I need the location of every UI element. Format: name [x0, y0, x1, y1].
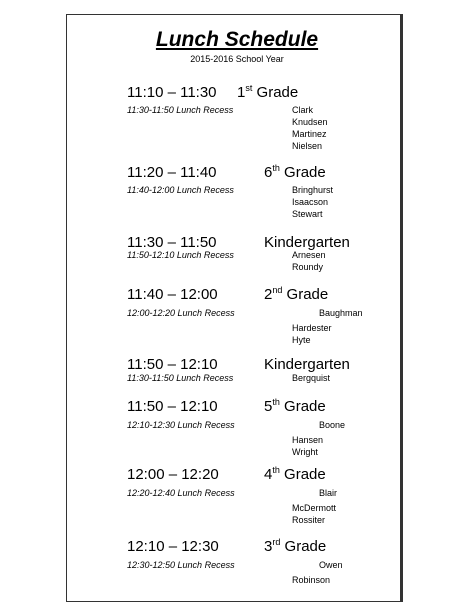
recess-time: 12:10-12:30 Lunch Recess [127, 420, 235, 430]
teacher-name: Hardester [292, 323, 332, 333]
teacher-name: Hyte [292, 335, 311, 345]
grade-word: Grade [284, 466, 326, 483]
teacher-name: Owen [319, 560, 343, 570]
teacher-list [292, 419, 345, 458]
teacher-name: Hansen [292, 435, 324, 445]
lunch-time: 11:30 – 11:50 [127, 234, 217, 251]
grade-number: 2 [264, 286, 273, 303]
lunch-time: 11:20 – 11:40 [127, 164, 217, 181]
teacher-name: Baughman [319, 308, 363, 318]
grade-ordinal-suffix: rd [272, 537, 281, 547]
grade-label [264, 164, 326, 182]
grade-word: Grade [284, 538, 327, 555]
teacher-list [292, 184, 333, 220]
grade-word: Kindergarten [264, 356, 350, 373]
grade-ordinal-suffix: th [272, 163, 280, 173]
teacher-name: Rossiter [292, 515, 326, 525]
lunch-time: 11:40 – 12:00 [127, 286, 218, 303]
teacher-list [292, 104, 328, 152]
recess-time: 11:40-12:00 Lunch Recess [127, 185, 234, 195]
teacher-list [292, 249, 326, 273]
grade-label [264, 466, 326, 484]
teacher-name: Bergquist [292, 373, 331, 383]
page-title: Lunch Schedule [155, 28, 319, 51]
grade-ordinal-suffix: nd [272, 285, 283, 295]
teacher-name: Clark [292, 105, 314, 115]
grade-word: Grade [286, 286, 329, 303]
teacher-name: Bringhurst [292, 185, 334, 195]
grade-number: 3 [264, 538, 273, 555]
teacher-name: Arnesen [292, 250, 326, 260]
grade-number: 6 [264, 164, 273, 181]
lunch-time: 11:50 – 12:10 [127, 356, 218, 373]
recess-time: 12:00-12:20 Lunch Recess [127, 308, 235, 318]
recess-time: 11:50-12:10 Lunch Recess [127, 250, 234, 260]
teacher-name: Roundy [292, 262, 324, 272]
teacher-name: Martinez [292, 129, 327, 139]
teacher-name: McDermott [292, 503, 337, 513]
teacher-list [292, 487, 337, 526]
teacher-name: Boone [319, 420, 346, 430]
teacher-name: Knudsen [292, 117, 328, 127]
grade-label [264, 398, 326, 416]
recess-time: 12:20-12:40 Lunch Recess [127, 488, 235, 498]
teacher-list [292, 307, 363, 346]
teacher-name: Robinson [292, 575, 331, 585]
grade-number: 1 [237, 84, 246, 101]
grade-word: Grade [256, 84, 299, 101]
teacher-name: Nielsen [292, 141, 323, 151]
grade-ordinal-suffix: th [272, 397, 280, 407]
teacher-name: Blair [319, 488, 338, 498]
grade-number: 4 [264, 466, 273, 483]
teacher-list [292, 559, 343, 586]
lunch-time: 12:00 – 12:20 [127, 466, 219, 483]
grade-number: 5 [264, 398, 273, 415]
recess-time: 11:30-11:50 Lunch Recess [127, 105, 234, 115]
grade-word: Grade [284, 164, 326, 181]
grade-label [264, 538, 326, 556]
grade-word: Kindergarten [264, 234, 350, 251]
recess-time: 12:30-12:50 Lunch Recess [127, 560, 235, 570]
lunch-time: 12:10 – 12:30 [127, 538, 219, 555]
grade-ordinal-suffix: th [272, 465, 280, 475]
school-year-subtitle: 2015-2016 School Year [190, 54, 284, 64]
grade-label [237, 84, 298, 102]
grade-label [264, 286, 328, 304]
grade-word: Grade [284, 398, 326, 415]
lunch-time: 11:50 – 12:10 [127, 398, 218, 415]
lunch-time: 11:10 – 11:30 [127, 84, 217, 101]
grade-ordinal-suffix: st [245, 83, 253, 93]
recess-time: 11:30-11:50 Lunch Recess [127, 373, 234, 383]
teacher-name: Isaacson [292, 197, 329, 207]
teacher-name: Wright [292, 447, 318, 457]
teacher-list [292, 372, 330, 384]
teacher-name: Stewart [292, 209, 323, 219]
